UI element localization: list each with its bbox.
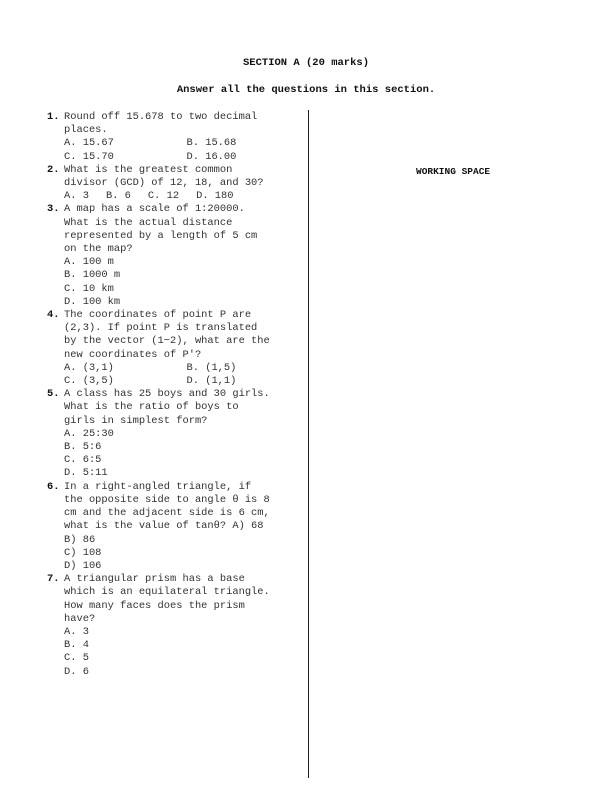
question-number: 1.	[47, 111, 60, 123]
question-text: What is the actual distance	[64, 216, 233, 229]
option-c: C. 5	[64, 652, 89, 665]
question-number: 5.	[47, 388, 60, 401]
question-text: by the vector (1−2), what are the	[64, 335, 270, 348]
option-a: A. 25:30	[64, 427, 114, 440]
question-text: (2,3). If point P is translated	[64, 322, 258, 335]
option-c: C. 6:5	[64, 454, 102, 467]
question-text: which is an equilateral triangle.	[64, 586, 270, 599]
option-a: A. 100 m	[64, 256, 114, 269]
option-d: D. 16.00	[186, 150, 237, 163]
question-text: places.	[64, 124, 108, 137]
option-c: C. (3,5)	[64, 375, 114, 388]
question-number: 3.	[47, 203, 60, 216]
question-text: A triangular prism has a base	[64, 573, 245, 586]
option-d: D. 5:11	[64, 467, 108, 480]
option-a: A. (3,1)	[64, 361, 114, 374]
question-text: the opposite side to angle θ is 8	[64, 493, 270, 506]
option-b: B. 6	[105, 190, 131, 203]
question-6	[47, 481, 309, 573]
question-4	[47, 309, 309, 388]
question-text: The coordinates of point P are	[64, 309, 252, 322]
question-text: have?	[64, 612, 96, 625]
question-text: How many faces does the prism	[64, 599, 245, 612]
question-7	[47, 573, 309, 679]
question-3	[47, 203, 309, 309]
question-2	[47, 164, 309, 204]
option-c: C. 12	[147, 190, 180, 203]
option-a: A. 15.67	[64, 137, 114, 150]
option-b: B. 4	[64, 639, 89, 652]
question-text: new coordinates of P'?	[64, 348, 202, 361]
question-text: on the map?	[64, 243, 133, 256]
option-d: D. (1,1)	[186, 375, 237, 388]
option-d: D. 100 km	[64, 295, 121, 308]
question-number: 4.	[47, 309, 60, 322]
question-number: 6.	[47, 480, 60, 493]
question-text: what is the value of tanθ? A) 68	[64, 520, 264, 533]
option-b: B. 15.68	[186, 137, 237, 150]
working-space-label: WORKING SPACE	[416, 166, 491, 177]
question-1	[47, 111, 309, 164]
question-text: represented by a length of 5 cm	[64, 229, 258, 242]
option-d: D. 180	[196, 190, 234, 203]
option-b: B. (1,5)	[186, 361, 237, 374]
question-text: cm and the adjacent side is 6 cm,	[64, 507, 270, 520]
question-text: Round off 15.678 to two decimal	[64, 111, 258, 123]
question-number: 2.	[47, 163, 60, 176]
question-text: A class has 25 boys and 30 girls.	[64, 388, 270, 401]
section-title: SECTION A (20 marks)	[242, 57, 370, 69]
option-a: A. 3	[64, 190, 89, 203]
question-5	[47, 388, 309, 480]
option-c: C. 15.70	[64, 150, 114, 163]
question-text: What is the greatest common	[64, 163, 233, 176]
option-b: B. 5:6	[64, 441, 102, 454]
question-text: girls in simplest form?	[64, 414, 208, 427]
option-c: C. 10 km	[64, 282, 114, 295]
option-d: D) 106	[64, 559, 102, 572]
question-list	[47, 111, 309, 679]
question-text: In a right-angled triangle, if	[64, 480, 252, 493]
section-instruction: Answer all the questions in this section.	[176, 84, 436, 96]
option-d: D. 6	[64, 665, 89, 678]
option-c: C) 108	[64, 546, 102, 559]
question-text: A map has a scale of 1:20000.	[64, 203, 245, 216]
option-a: A. 3	[64, 625, 89, 638]
question-text: divisor (GCD) of 12, 18, and 30?	[64, 177, 264, 190]
option-b: B) 86	[64, 533, 96, 546]
question-number: 7.	[47, 573, 60, 586]
option-b: B. 1000 m	[64, 269, 121, 282]
question-text: What is the ratio of boys to	[64, 401, 239, 414]
